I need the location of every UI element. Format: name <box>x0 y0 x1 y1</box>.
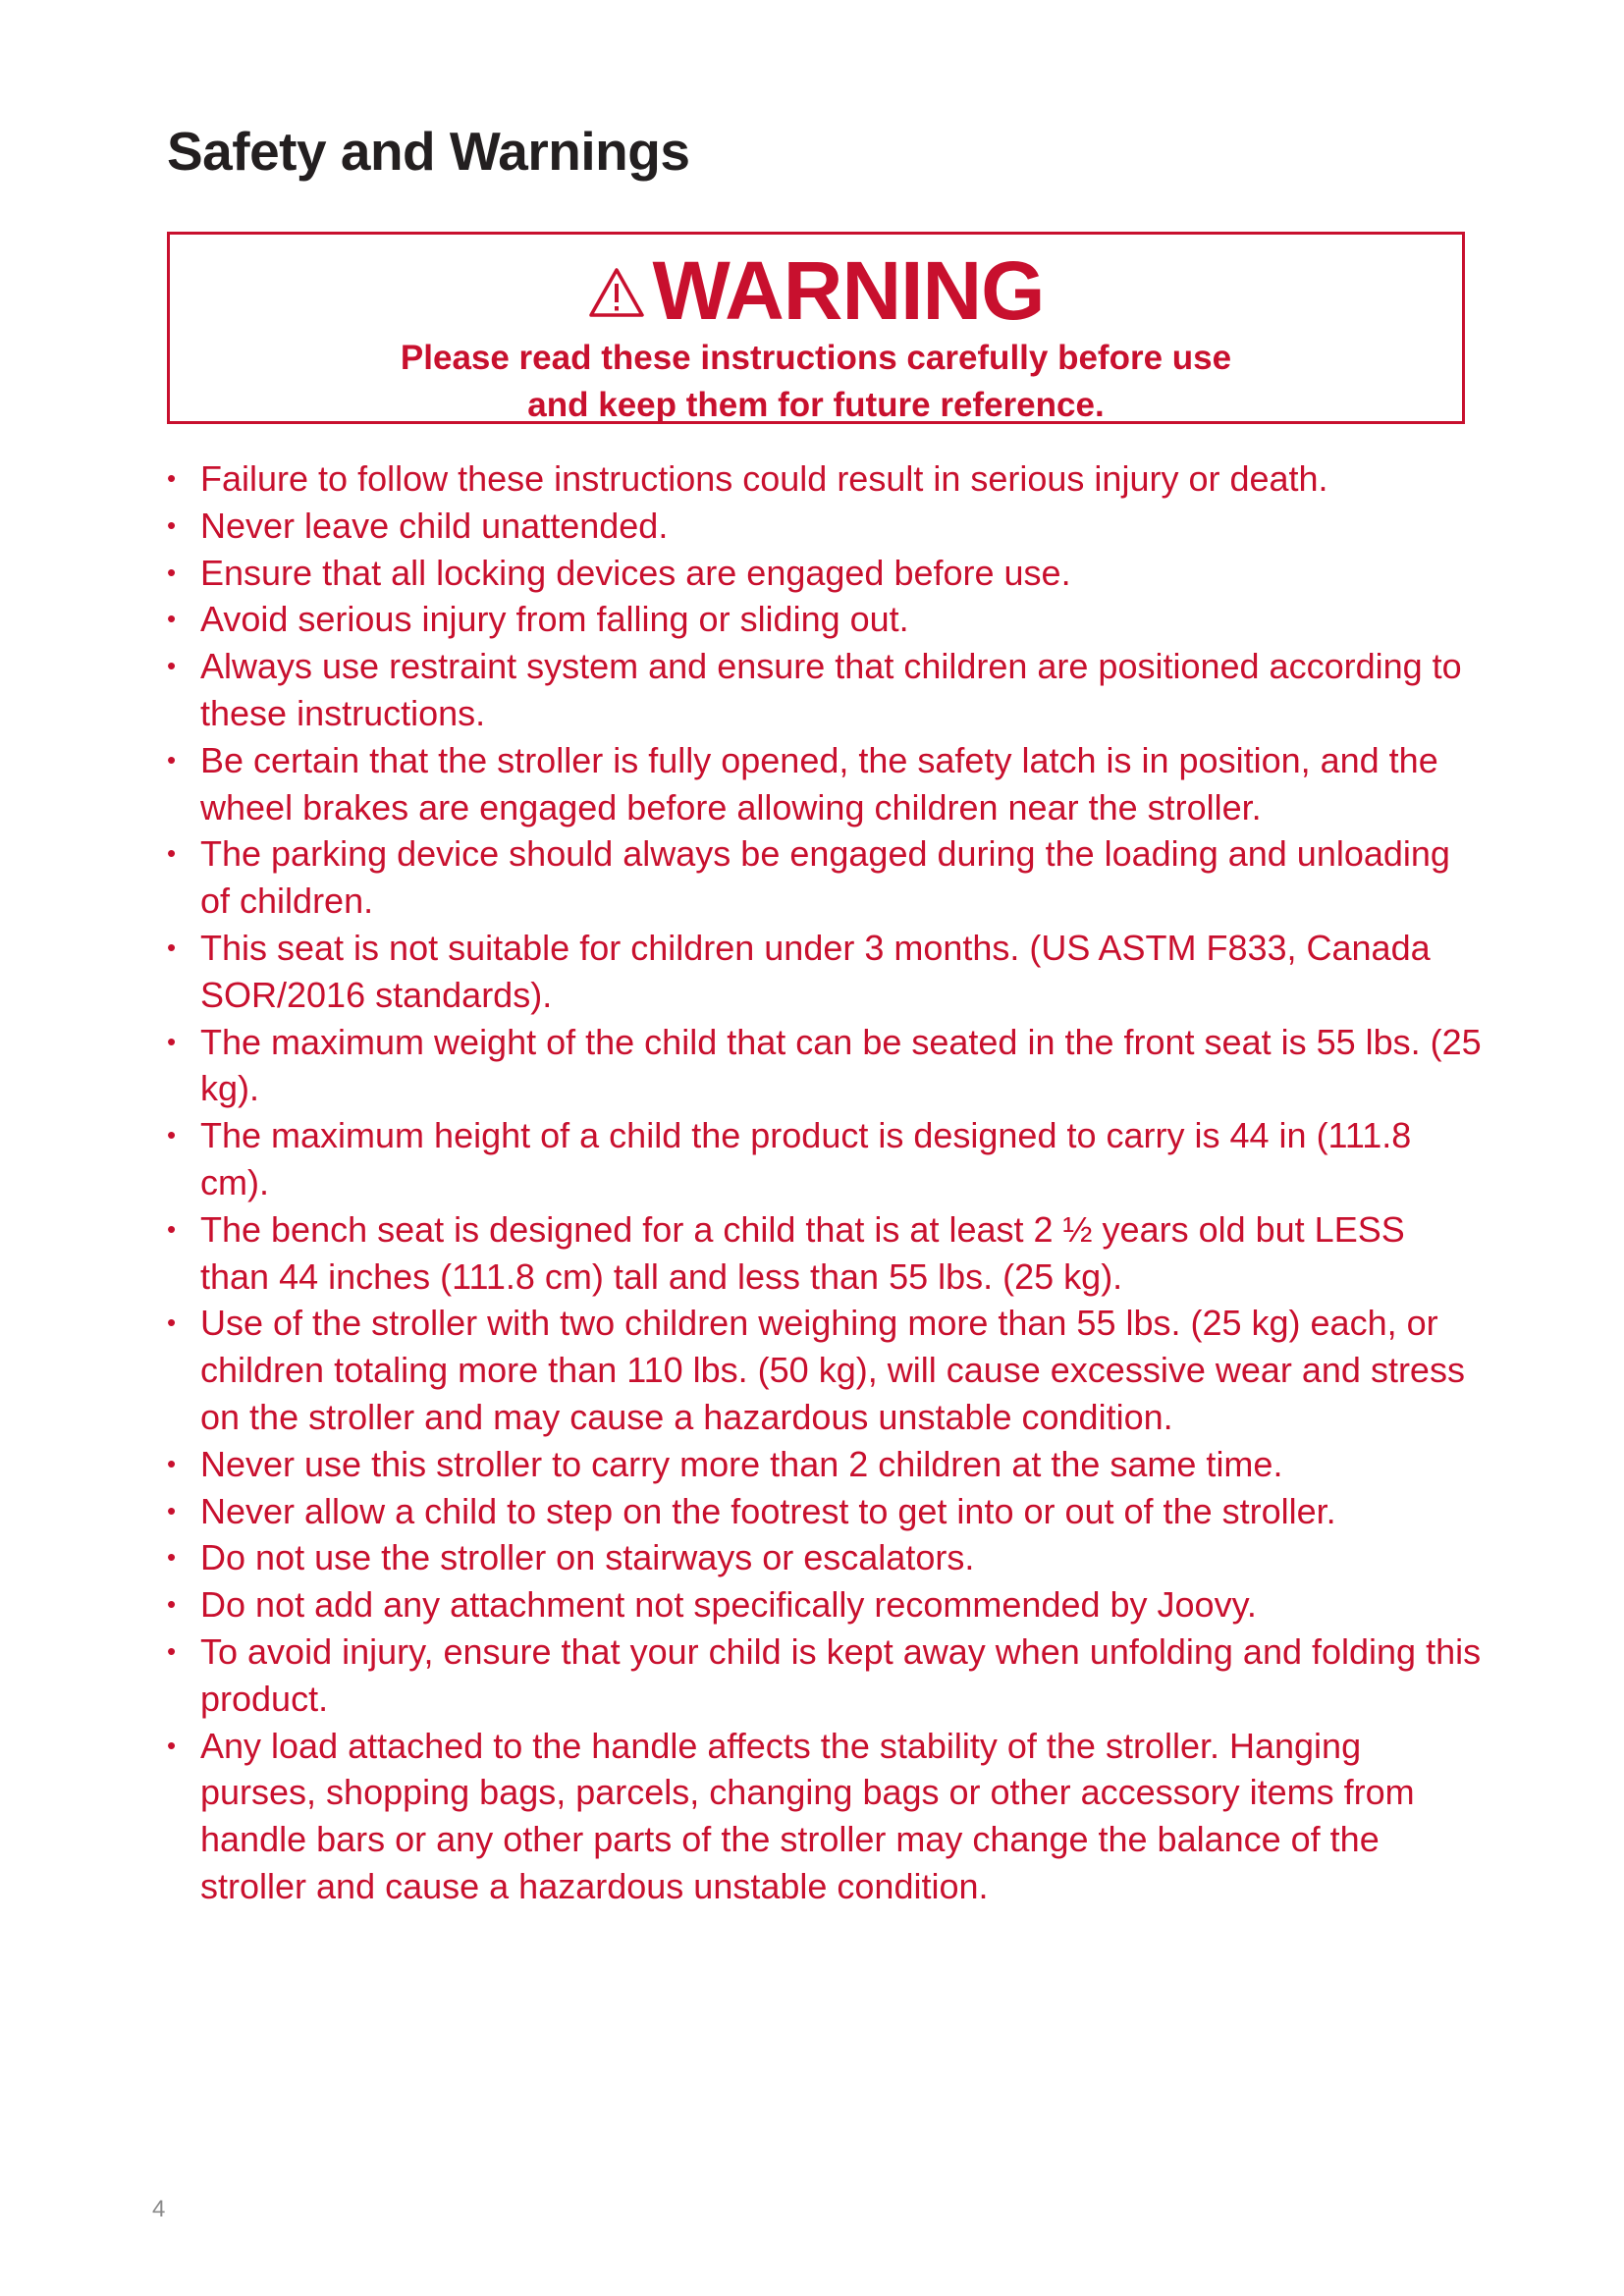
warning-item <box>167 1581 1483 1629</box>
bullet-icon: • <box>167 932 177 962</box>
warning-text: The bench seat is designed for a child that is at least 2 ½ years old but LESS than 44 inches (111.8 cm) tall and less than 55 lbs. (25 kg). <box>200 1208 1405 1297</box>
warning-text: Avoid serious injury from falling or sliding out. <box>200 599 909 640</box>
warning-text: Failure to follow these instructions could result in serious injury or death. <box>200 458 1328 499</box>
warning-item <box>167 455 1483 503</box>
warning-text: The parking device should always be engaged during the loading and unloading of children. <box>200 833 1450 922</box>
bullet-icon: • <box>167 1448 177 1478</box>
bullet-icon: • <box>167 463 177 493</box>
warning-subtitle-line-1: Please read these instructions carefully before use <box>400 339 1232 377</box>
warning-item <box>167 596 1483 643</box>
warning-text: The maximum height of a child the product is designed to carry is 44 in (111.8 cm). <box>200 1115 1412 1202</box>
warning-text: Always use restraint system and ensure that children are positioned according to these instructions. <box>200 646 1462 733</box>
page-number: 4 <box>152 2196 166 2222</box>
warning-item <box>167 1019 1483 1113</box>
warning-item <box>167 1629 1483 1723</box>
warning-text: To avoid injury, ensure that your child is kept away when unfolding and folding this product. <box>200 1630 1482 1719</box>
bullet-icon: • <box>167 1542 177 1573</box>
bullet-icon: • <box>167 1308 177 1338</box>
warning-item <box>167 1112 1483 1206</box>
warning-text: This seat is not suitable for children under 3 months. (US ASTM F833, Canada SOR/2016 standards). <box>200 927 1431 1015</box>
warning-text: Any load attached to the handle affects the stability of the stroller. Hanging purses, shopping bags, parcels, changing bags or other accessory items from handle bars or any other parts of the stroller may change the balance of the stroller and cause a hazardous unstable condition. <box>200 1725 1415 1906</box>
warning-text: Never allow a child to step on the footrest to get into or out of the stroller. <box>200 1490 1336 1531</box>
warning-text: Do not use the stroller on stairways or escalators. <box>200 1537 975 1578</box>
warning-text: Use of the stroller with two children weighing more than 55 lbs. (25 kg) each, or children totaling more than 110 lbs. (50 kg), will cause excessive wear and stress on the stroller and may cause a hazardous unstable condition. <box>200 1303 1465 1437</box>
warning-heading <box>170 244 1462 337</box>
page-title: Safety and Warnings <box>167 121 690 182</box>
warning-item <box>167 1441 1483 1488</box>
warning-item <box>167 925 1483 1019</box>
warning-item <box>167 1488 1483 1535</box>
bullet-icon: • <box>167 509 177 540</box>
warnings-list <box>167 455 1483 1910</box>
warning-text: Do not add any attachment not specifically recommended by Joovy. <box>200 1584 1257 1626</box>
bullet-icon: • <box>167 651 177 681</box>
warning-text: Never use this stroller to carry more than 2 children at the same time. <box>200 1443 1283 1484</box>
bullet-icon: • <box>167 1635 177 1666</box>
warning-text: The maximum weight of the child that can be seated in the front seat is 55 lbs. (25 kg). <box>200 1021 1482 1109</box>
warning-item <box>167 550 1483 597</box>
warning-item <box>167 737 1483 831</box>
warning-item <box>167 1534 1483 1581</box>
bullet-icon: • <box>167 604 177 634</box>
bullet-icon: • <box>167 1120 177 1150</box>
bullet-icon: • <box>167 1213 177 1244</box>
bullet-icon: • <box>167 1589 177 1620</box>
warning-item <box>167 1723 1483 1910</box>
warning-item <box>167 830 1483 925</box>
warning-item <box>167 503 1483 550</box>
warning-text: Never leave child unattended. <box>200 505 669 546</box>
warning-item <box>167 643 1483 737</box>
bullet-icon: • <box>167 1730 177 1760</box>
warning-text: Ensure that all locking devices are engaged before use. <box>200 552 1071 593</box>
warning-box <box>167 232 1465 424</box>
warning-word: WARNING <box>652 244 1045 337</box>
bullet-icon: • <box>167 744 177 774</box>
bullet-icon: • <box>167 1026 177 1056</box>
bullet-icon: • <box>167 838 177 869</box>
warning-item <box>167 1300 1483 1440</box>
bullet-icon: • <box>167 1495 177 1525</box>
warning-item <box>167 1206 1483 1301</box>
warning-subtitle-line-2: and keep them for future reference. <box>527 386 1105 424</box>
warning-triangle-icon <box>588 267 645 318</box>
bullet-icon: • <box>167 557 177 587</box>
warning-text: Be certain that the stroller is fully opened, the safety latch is in position, and the wheel brakes are engaged before allowing children near the stroller. <box>200 739 1438 828</box>
